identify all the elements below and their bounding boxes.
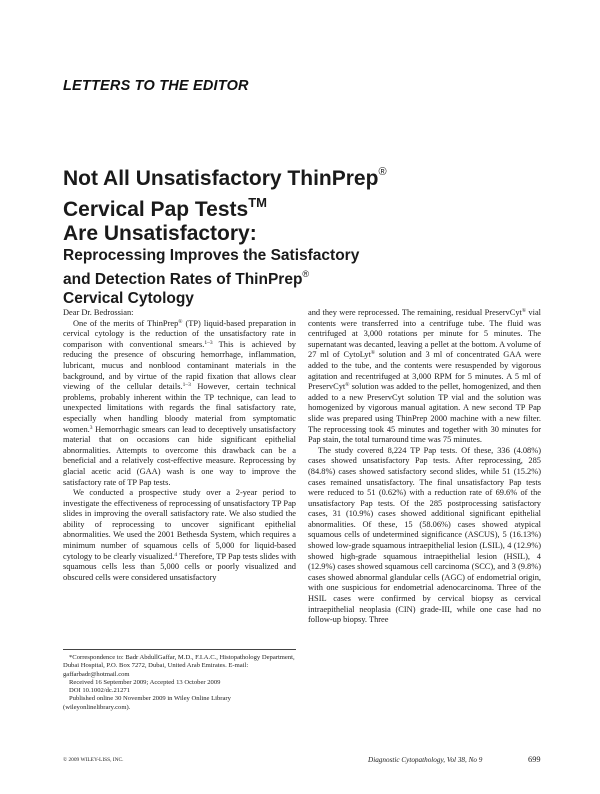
- text-run: solution and 3 ml of concentrated GAA were added to the tube, and the contents were resuspended by vigorous agitation and recentrifuged at 3,000 RPM for 5 minutes. A 5 ml of PreservCyt: [308, 350, 541, 392]
- article-subtitle-line-1: Reprocessing Improves the Satisfactory: [63, 247, 360, 264]
- text-run: vial contents were transferred into a centrifuge tube. The fluid was centrifuged at 3,000 rotations per minute for 5 minutes. The supernatant was decanted, leaving a pellet at the bottom. A volume of 27 ml of CytoLyt: [308, 308, 541, 360]
- body-paragraph: The study covered 8,224 TP Pap tests. Of these, 336 (4.08%) cases showed unsatisfactory Pap tests. After reprocessing, 285 (84.8%) cases showed satisfactory second slides, while 51 (15.2%) cases remained unsatisfactory. The final unsatisfactory Pap tests were reduced to 51 (0.62%) with a reduction rate of 69.6% of the unsatisfactory Pap tests. Of the 285 postprocessing satisfactory cases, 31 (10.9%) cases showed additional significant epithelial abnormalities. Of these, 15 (58.06%) cases showed atypical squamous cells of undetermined significance (ASCUS), 5 (16.13%) showed low-grade squamous intraepithelial lesion (LSIL), 4 (12.9%) showed high-grade squamous intraepithelial lesion (HSIL), 4 (12.9%) cases showed squamous cell carcinoma (SCC), and 3 (9.8%) cases showed abnormal glandular cells (AGC) of endometrial origin, with one suspicious for endometrial adenocarcinoma. Three of the HSIL cases were confirmed by cervical biopsy as cervical intraepithelial neoplasia (CIN) grade-III, while one case had no follow-up biopsy. Three: [308, 445, 541, 625]
- text-run: (TP) liquid-based preparation in cervical cytology is the reduction of the unsatisfactory rate in comparison with conventional smears.: [63, 318, 296, 349]
- received-note: Received 16 September 2009; Accepted 13 October 2009: [69, 678, 221, 686]
- published-note: Published online 30 November 2009 in Wiley Online Library (wileyonlinelibrary.com).: [63, 695, 231, 711]
- footnotes: [63, 654, 296, 712]
- article-title-line-3: Are Unsatisfactory:: [63, 222, 257, 245]
- body-paragraph: [308, 308, 541, 446]
- copyright-notice: © 2009 WILEY-LISS, INC.: [63, 757, 124, 763]
- article-title-line-1: [63, 160, 543, 191]
- salutation: Dear Dr. Bedrossian:: [63, 308, 134, 317]
- title-text: Not All Unsatisfactory ThinPrep: [63, 167, 379, 190]
- trademark-mark: TM: [248, 195, 267, 210]
- registered-mark: ®: [345, 382, 350, 389]
- citation-superscript: 3: [89, 424, 93, 431]
- text-run: solution was added to the pellet, homogenized, and then added to a new PreservCyt solution TP vial and the solution was homogenized by vigorous manual agitation. A new second TP Pap slide was prepared using ThinPrep 2000 machine with a new filter. The reprocessing took 45 minutes and together with 30 minutes for Pap stain, the total turnaround time was 75 minutes.: [308, 382, 541, 445]
- registered-mark: ®: [370, 350, 376, 357]
- text-run: However, certain technical problems, probably inherent within the TP technique, can lead to unexpected limitations with regards the final satisfactory rate, especially when handling bloody material from symptomatic women.: [63, 382, 296, 434]
- subtitle-text: and Detection Rates of ThinPrep: [63, 271, 303, 288]
- footnote-divider: [63, 649, 296, 650]
- page-number: 699: [528, 755, 541, 764]
- journal-citation: Diagnostic Cytopathology, Vol 38, No 9: [368, 756, 483, 764]
- registered-mark: ®: [521, 308, 527, 314]
- text-run: Therefore, TP Pap tests slides with squamous cells less than 5,000 cells or poorly visualized and obscured cells were considered unsatisfactory: [63, 551, 296, 582]
- title-text: Cervical Pap Tests: [63, 198, 249, 221]
- registered-mark: ®: [302, 269, 310, 279]
- text-run: Hemorrhagic smears can lead to deceptively unsatisfactory material that on occasions can hide significant epithelial abnormalities. Attempts to overcome this drawback can be a beneficial and a relatively cost-effective measure. Reprocessing by glacial acetic acid (GAA) wash is one way to improve the satisfactory rate of TP Pap tests.: [63, 424, 296, 487]
- article-title-block: [63, 160, 543, 308]
- text-run: We conducted a prospective study over a 2-year period to investigate the effectiveness of reprocessing of unsatisfactory TP Pap slides in improving the overall satisfactory rate. We also studied the ability of reprocessing to uncover significant epithelial abnormalities. We used the 2001 Bethesda System, which requires a minimum number of squamous cells of 5,000 for liquid-based cytology to be clearly visualized.: [63, 488, 296, 561]
- article-subtitle-line-2: [63, 265, 543, 289]
- citation-superscript: 1–3: [182, 382, 191, 389]
- text-run: One of the merits of ThinPrep: [73, 318, 179, 328]
- text-run: This is achieved by reducing the presence of obscuring hemorrhage, inflammation, lubricant, mucus and nonblood contaminant materials in the background, and by virtue of the rapid fixation that allows clear viewing of the cellular details.: [63, 339, 296, 392]
- registered-mark: ®: [378, 166, 387, 178]
- section-heading: LETTERS TO THE EDITOR: [63, 78, 249, 94]
- text-run: and they were reprocessed. The remaining, residual PreservCyt: [308, 308, 522, 317]
- body-paragraph: [63, 319, 296, 489]
- citation-superscript: 1–3: [204, 339, 213, 346]
- correspondence-note: *Correspondence to: Badr AbdullGaffar, M.D., F.I.A.C., Histopathology Department, Dubai Hospital, P.O. Box 7272, Dubai, United Arab Emirates. E-mail: gaffarbadr@hotmail.com: [63, 654, 295, 678]
- article-subtitle-line-3: Cervical Cytology: [63, 290, 194, 307]
- left-column: [63, 308, 296, 583]
- superscript: ®: [178, 318, 183, 325]
- article-title-line-2: [63, 191, 543, 222]
- body-paragraph: [63, 488, 296, 583]
- doi-note: DOI 10.1002/dc.21271: [69, 687, 130, 695]
- citation-superscript: 4: [174, 551, 178, 558]
- right-column: [308, 308, 541, 626]
